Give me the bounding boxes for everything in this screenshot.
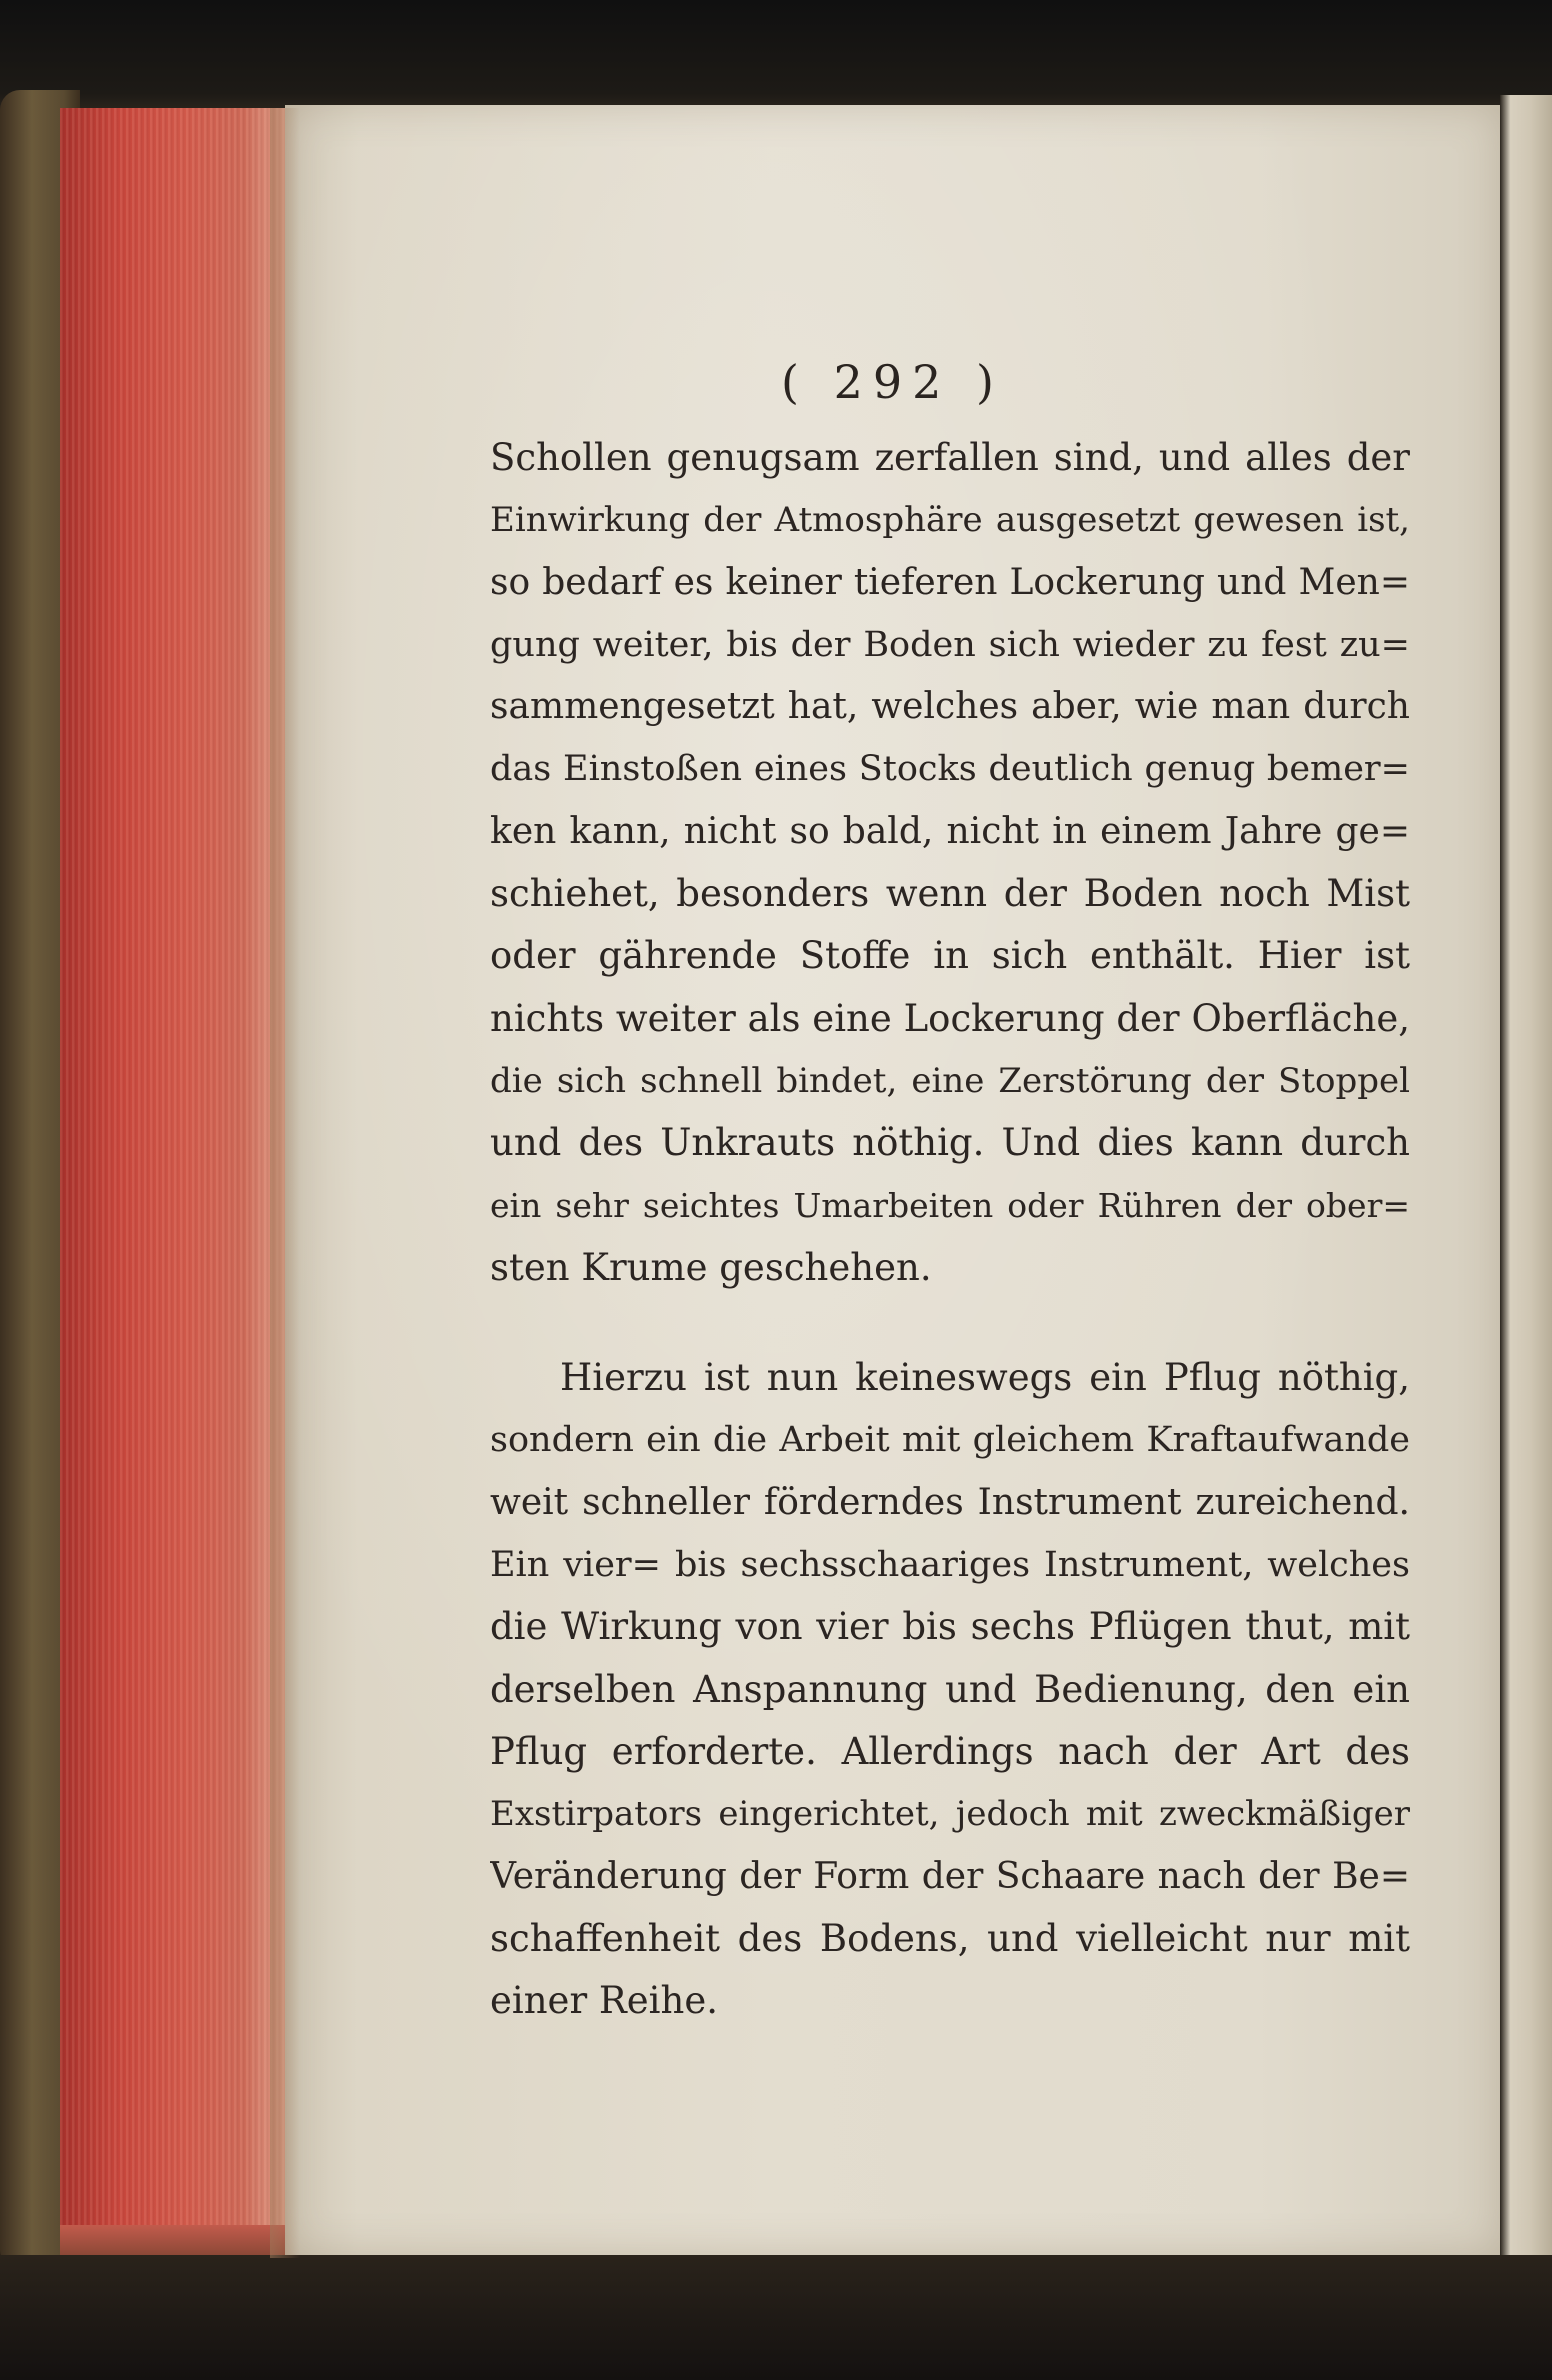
text-line: Veränderung der Form der Schaare nach der Be=	[490, 1855, 1410, 1897]
text-line: Exstirpators eingerichtet, jedoch mit zweckmäßiger	[490, 1794, 1410, 1835]
text-line: weit schneller förderndes Instrument zureichend.	[490, 1481, 1410, 1523]
text-line: einer Reihe.	[490, 1979, 718, 2023]
background-bottom	[0, 2255, 1552, 2380]
text-line: gung weiter, bis der Boden sich wieder zu fest zu=	[490, 624, 1410, 665]
text-line: so bedarf es keiner tieferen Lockerung und Men=	[490, 561, 1410, 603]
text-line: derselben Anspannung und Bedienung, den ein	[490, 1667, 1410, 1711]
text-line: Ein vier= bis sechsschaariges Instrument, welches	[490, 1545, 1410, 1586]
background-top	[0, 0, 1552, 110]
text-line: Schollen genugsam zerfallen sind, und alles der	[490, 436, 1410, 479]
facing-page-edge	[1500, 95, 1552, 2280]
text-line: ein sehr seichtes Umarbeiten oder Rühren der ober=	[490, 1185, 1410, 1225]
page-text	[490, 427, 1410, 2032]
page-number: ( 292 )	[781, 355, 1004, 409]
text-line: das Einstoßen eines Stocks deutlich genug bemer=	[490, 749, 1410, 790]
text-line: oder gährende Stoffe in sich enthält. Hier ist	[490, 934, 1410, 978]
text-line: ken kann, nicht so bald, nicht in einem Jahre ge=	[490, 810, 1410, 852]
text-line: Pflug erforderte. Allerdings nach der Art des	[490, 1729, 1410, 1773]
text-line: die Wirkung von vier bis sechs Pflügen thut, mit	[490, 1605, 1410, 1649]
paragraph-gap	[490, 1299, 1410, 1347]
text-line: schaffenheit des Bodens, und vielleicht nur mit	[490, 1916, 1410, 1960]
text-line: schiehet, besonders wenn der Boden noch Mist	[490, 872, 1410, 916]
page-gutter-shadow	[270, 108, 300, 2258]
text-line: sammengesetzt hat, welches aber, wie man durch	[490, 686, 1410, 728]
text-line: die sich schnell bindet, eine Zerstörung der Stoppel	[490, 1060, 1410, 1101]
text-line: Einwirkung der Atmosphäre ausgesetzt gewesen ist,	[490, 500, 1410, 541]
red-page-edges	[60, 108, 290, 2258]
text-line: sondern ein die Arbeit mit gleichem Kraftaufwande	[490, 1420, 1410, 1461]
text-line: sten Krume geschehen.	[490, 1245, 932, 1289]
text-line: und des Unkrauts nöthig. Und dies kann durch	[490, 1121, 1410, 1165]
text-line: nichts weiter als eine Lockerung der Oberfläche,	[490, 996, 1410, 1040]
book-page	[285, 105, 1500, 2255]
text-line: Hierzu ist nun keineswegs ein Pflug nöthig,	[560, 1356, 1410, 1400]
